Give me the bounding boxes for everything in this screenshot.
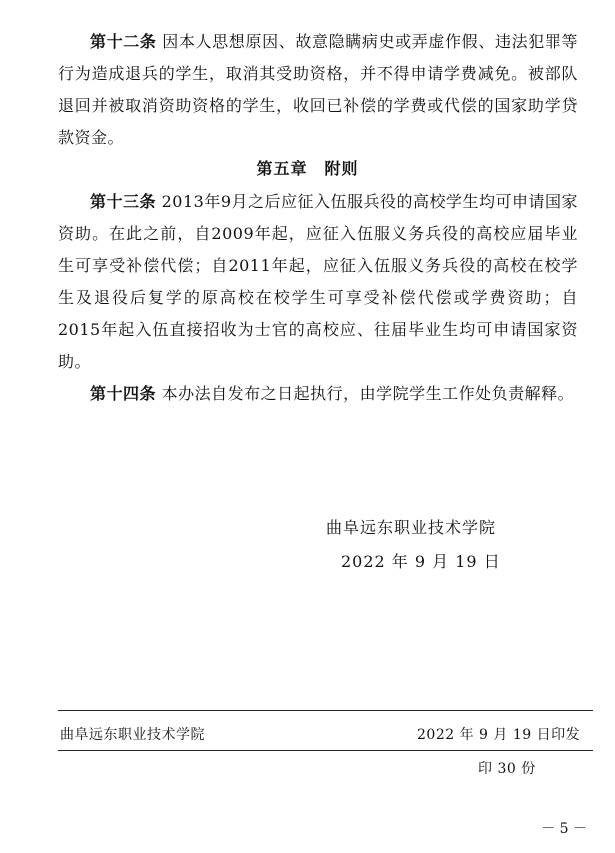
footer-rule-bottom <box>58 750 593 751</box>
article-14-text: 本办法自发布之日起执行，由学院学生工作处负责解释。 <box>156 384 575 403</box>
footer-copies: 印 30 份 <box>478 761 536 777</box>
footer-rule-top <box>58 710 593 711</box>
page-number: － 5 － <box>541 821 587 837</box>
article-13-text: 2013年9月之后应征入伍服兵役的高校学生均可申请国家资助。在此之前，自2009年起，应征入伍服义务兵役的高校应届毕业生可享受补偿代偿；自2011年起，应征入伍服义务兵役的高校在校学生及退役后复学的原高校在校学生可享受补偿代偿或学费资助；自2015年起入伍直接招收为士官的高校应、往届毕业生均可申请国家资助。 <box>58 192 579 371</box>
article-13-label: 第十三条 <box>90 192 157 211</box>
article-14-label: 第十四条 <box>90 384 157 403</box>
article-12 <box>58 26 578 154</box>
signature-date: 2022 年 9 月 19 日 <box>341 552 501 571</box>
article-12-text: 因本人思想原因、故意隐瞒病史或弄虚作假、违法犯罪等行为造成退兵的学生，取消其受助资格，并不得申请学费减免。被部队退回并被取消资助资格的学生，收回已补偿的学费或代偿的国家助学贷款资金。 <box>58 32 578 147</box>
article-12-label: 第十二条 <box>90 32 157 51</box>
chapter-title: 第五章 附则 <box>256 159 359 178</box>
signature-org: 曲阜远东职业技术学院 <box>326 518 497 537</box>
footer-issued: 2022 年 9 月 19 日印发 <box>417 727 581 743</box>
article-14 <box>58 378 578 410</box>
article-13 <box>58 186 578 378</box>
footer-org: 曲阜远东职业技术学院 <box>60 727 205 743</box>
